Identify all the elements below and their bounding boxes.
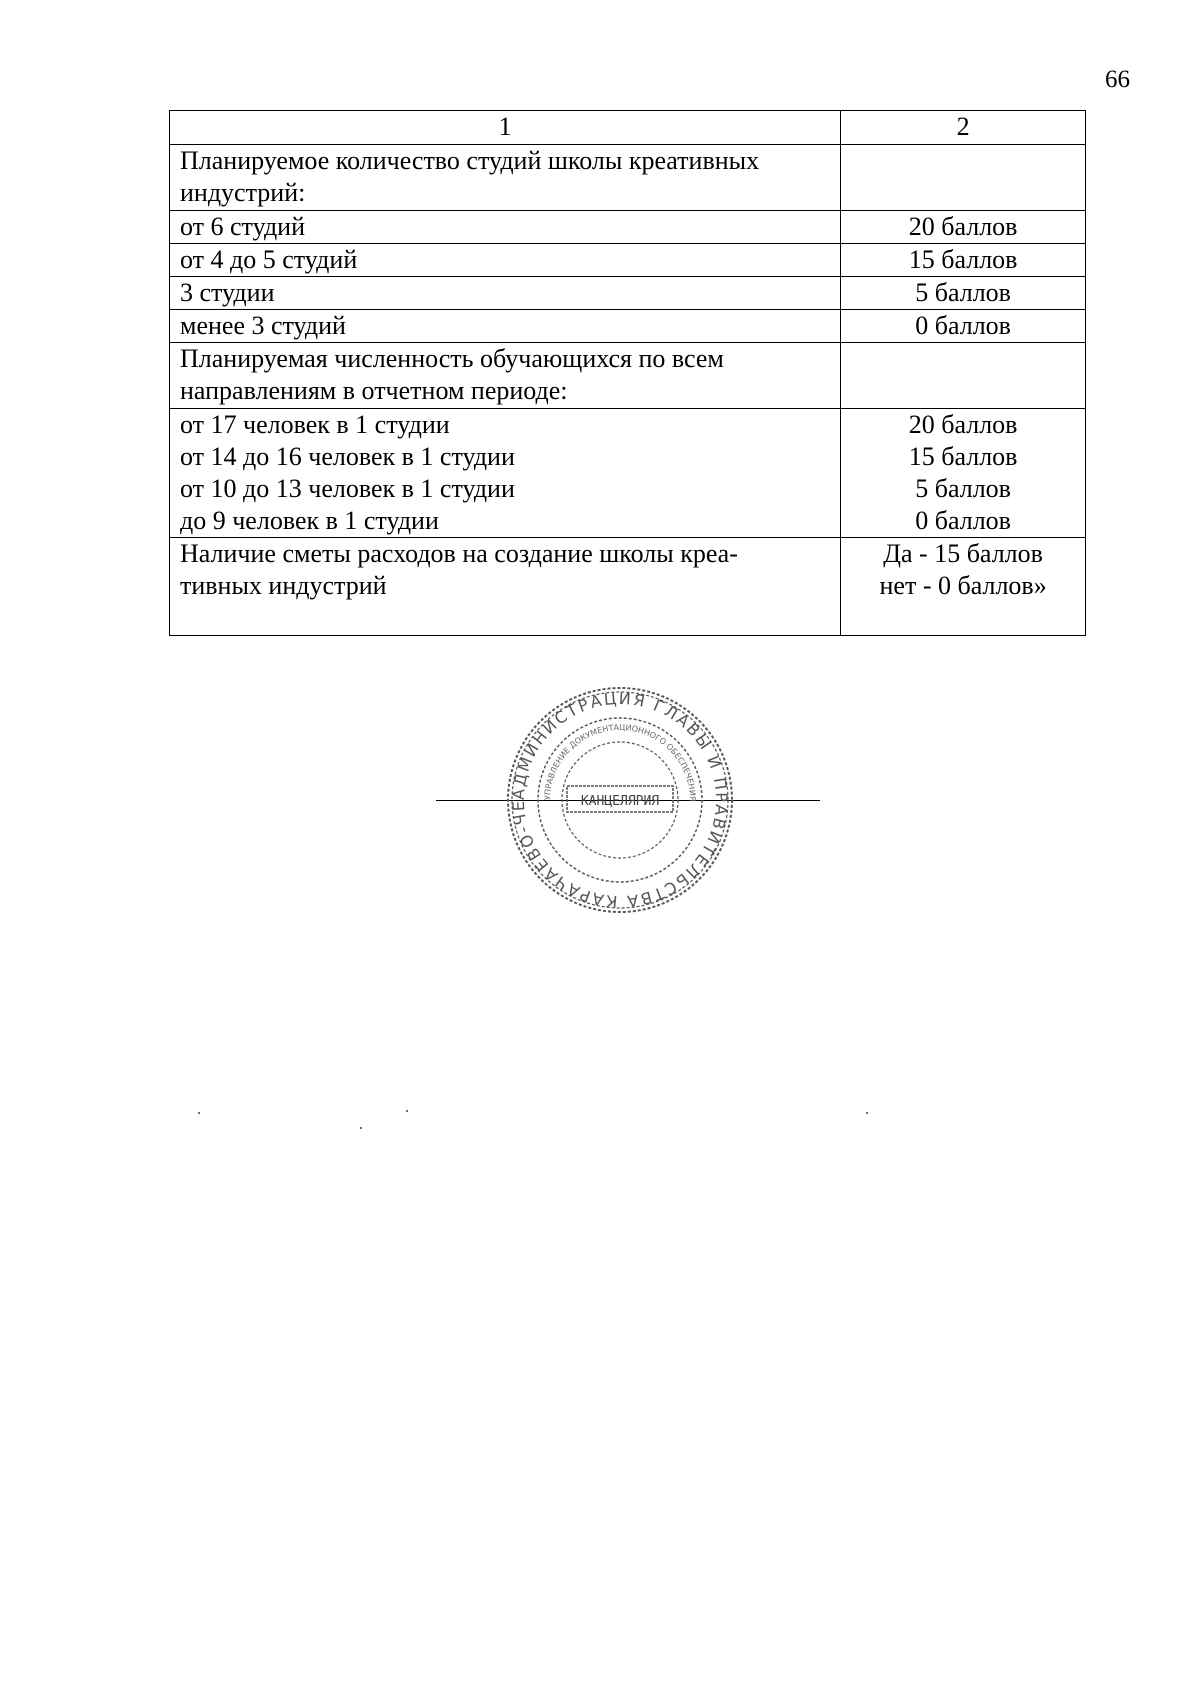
criterion-score: 5 баллов — [841, 277, 1086, 310]
official-seal-stamp — [505, 685, 735, 915]
table-row — [170, 277, 1086, 310]
criterion-label: от 4 до 5 студий — [170, 244, 841, 277]
scan-speck — [198, 1112, 200, 1114]
table-row — [170, 211, 1086, 244]
criteria-table — [169, 110, 1086, 636]
header-col-2: 2 — [841, 111, 1086, 145]
seal-outer-text: АДМИНИСТРАЦИЯ ГЛАВЫ И ПРАВИТЕЛЬСТВА КАРАЧАЕВО-ЧЕ — [508, 688, 732, 912]
table-row — [170, 310, 1086, 343]
criterion-label: от 17 человек в 1 студии — [170, 409, 841, 442]
criterion-label: менее 3 студий — [170, 310, 841, 343]
criterion-label: от 14 до 16 человек в 1 студии — [170, 441, 841, 473]
criterion-score: 20 баллов — [841, 409, 1086, 442]
criterion-score — [841, 538, 1086, 636]
seal-center-text: КАНЦЕЛЯРИЯ — [580, 794, 660, 809]
criterion-score: 0 баллов — [841, 310, 1086, 343]
table-row — [170, 409, 1086, 442]
page-number: 66 — [1105, 66, 1130, 93]
seal-inner-text: УПРАВЛЕНИЕ ДОКУМЕНТАЦИОННОГО ОБЕСПЕЧЕНИЯ — [542, 722, 698, 802]
table-row — [170, 505, 1086, 538]
criterion-label: от 10 до 13 человек в 1 студии — [170, 473, 841, 505]
criterion-label-line: Наличие сметы расходов на создание школы креа- — [180, 539, 738, 568]
score-yes: Да - 15 баллов — [883, 539, 1043, 568]
table-row — [170, 244, 1086, 277]
header-col-1: 1 — [170, 111, 841, 145]
criterion-label: 3 студии — [170, 277, 841, 310]
criterion-label: Планируемое количество студий школы креативных индустрий: — [170, 145, 841, 211]
criterion-label-line: тивных индустрий — [180, 571, 387, 600]
table-row — [170, 441, 1086, 473]
criterion-score: 15 баллов — [841, 441, 1086, 473]
criterion-label: Планируемая численность обучающихся по всем направлениям в отчетном периоде: — [170, 343, 841, 409]
criterion-label — [170, 538, 841, 636]
criterion-score: 20 баллов — [841, 211, 1086, 244]
criterion-label: от 6 студий — [170, 211, 841, 244]
scan-speck — [360, 1127, 362, 1129]
criterion-score — [841, 343, 1086, 409]
scan-speck — [406, 1110, 408, 1112]
criterion-label: до 9 человек в 1 студии — [170, 505, 841, 538]
criterion-score — [841, 145, 1086, 211]
criterion-score: 0 баллов — [841, 505, 1086, 538]
criterion-score: 5 баллов — [841, 473, 1086, 505]
table-row — [170, 538, 1086, 636]
table-row — [170, 473, 1086, 505]
seal-icon — [505, 685, 735, 915]
table-row — [170, 145, 1086, 211]
table-row — [170, 343, 1086, 409]
score-no: нет - 0 баллов» — [879, 571, 1047, 600]
scan-speck — [866, 1112, 868, 1114]
criterion-score: 15 баллов — [841, 244, 1086, 277]
table-header-row — [170, 111, 1086, 145]
